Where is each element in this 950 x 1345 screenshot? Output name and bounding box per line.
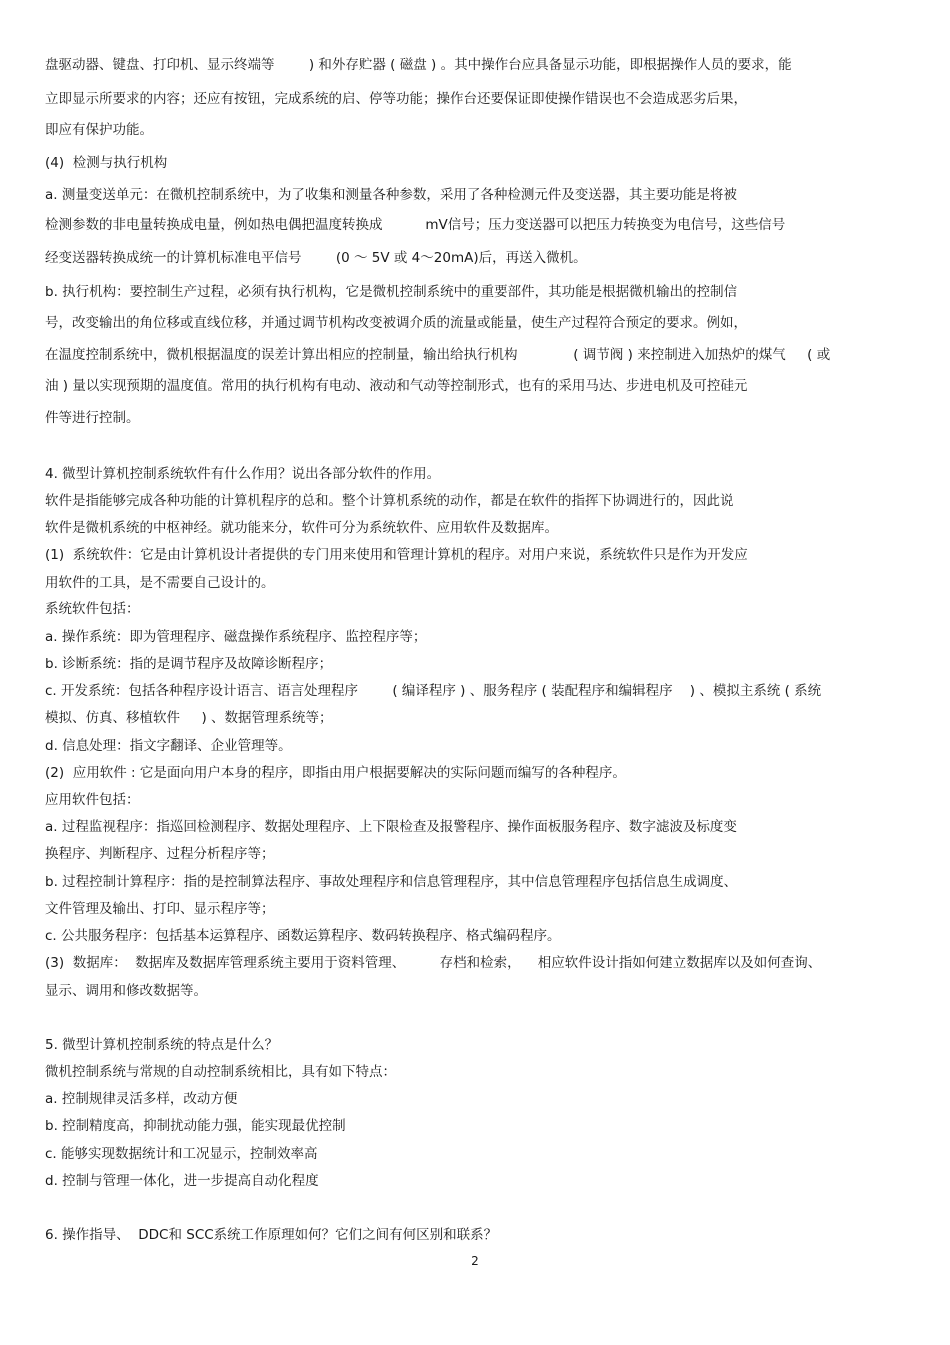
text-line: (1) 系统软件：它是由计算机设计者提供的专门用来使用和管理计算机的程序。对用户来说，系统软件只是作为开发应 [45,547,748,563]
text-line: (3) 数据库： 数据库及数据库管理系统主要用于资料管理、 存档和检索， 相应软件设计指如何建立数据库以及如何查询、 [45,955,822,971]
text-line: d. 信息处理：指文字翻译、企业管理等。 [45,738,292,754]
text-line: 经变送器转换成统一的计算机标准电平信号 (0 ～ 5V 或 4～20mA)后，再送入微机。 [45,250,587,266]
text-line: 件等进行控制。 [45,410,140,426]
text-line: b. 诊断系统：指的是调节程序及故障诊断程序； [45,656,333,672]
text-line: c. 公共服务程序：包括基本运算程序、函数运算程序、数码转换程序、格式编码程序。 [45,928,561,944]
text-line: 即应有保护功能。 [45,122,153,138]
text-line: 在温度控制系统中，微机根据温度的误差计算出相应的控制量，输出给执行机构 ( 调节阀 ) 来控制进入加热炉的煤气 ( 或 [45,347,831,363]
text-line: c. 开发系统：包括各种程序设计语言、语言处理程序 ( 编译程序 ) 、服务程序 ( 装配程序和编辑程序 ) 、模拟主系统 ( 系统 [45,683,822,699]
question-heading: 6. 操作指导、 DDC和 SCC系统工作原理如何？它们之间有何区别和联系？ [45,1227,498,1243]
text-line: (2) 应用软件 : 它是面向用户本身的程序，即指由用户根据要解决的实际问题而编写的各种程序。 [45,765,626,781]
section-heading: (4) 检测与执行机构 [45,155,168,171]
text-line: 软件是微机系统的中枢神经。就功能来分，软件可分为系统软件、应用软件及数据库。 [45,520,558,536]
list-item: d. 控制与管理一体化，进一步提高自动化程度 [45,1173,319,1189]
text-line: a. 操作系统：即为管理程序、磁盘操作系统程序、监控程序等； [45,629,427,645]
list-item: c. 能够实现数据统计和工况显示，控制效率高 [45,1146,318,1162]
list-item: b. 控制精度高，抑制扰动能力强，能实现最优控制 [45,1118,346,1134]
text-line: a. 测量变送单元：在微机控制系统中，为了收集和测量各种参数，采用了各种检测元件及变送器，其主要功能是将被 [45,187,737,203]
text-line: 微机控制系统与常规的自动控制系统相比，具有如下特点： [45,1064,396,1080]
text-line: a. 过程监视程序：指巡回检测程序、数据处理程序、上下限检查及报警程序、操作面板服务程序、数字滤波及标度变 [45,819,737,835]
text-line: 用软件的工具，是不需要自己设计的。 [45,575,275,591]
text-line: 软件是指能够完成各种功能的计算机程序的总和。整个计算机系统的动作，都是在软件的指挥下协调进行的，因此说 [45,493,734,509]
text-line: 应用软件包括： [45,792,140,808]
text-line: 显示、调用和修改数据等。 [45,983,207,999]
text-line: 系统软件包括： [45,601,140,617]
text-line: 模拟、仿真、移植软件 ) 、数据管理系统等； [45,710,333,726]
page-number: 2 [471,1254,479,1268]
question-heading: 4. 微型计算机控制系统软件有什么作用？说出各部分软件的作用。 [45,466,441,482]
text-line: b. 执行机构：要控制生产过程，必须有执行机构，它是微机控制系统中的重要部件，其功能是根据微机输出的控制信 [45,284,738,300]
text-line: 盘驱动器、键盘、打印机、显示终端等 ) 和外存贮器 ( 磁盘 ) 。其中操作台应具备显示功能，即根据操作人员的要求，能 [45,57,792,73]
text-line: 号，改变输出的角位移或直线位移，并通过调节机构改变被调介质的流量或能量，使生产过程符合预定的要求。例如， [45,315,747,331]
text-line: 油 ) 量以实现预期的温度值。常用的执行机构有电动、液动和气动等控制形式，也有的采用马达、步进电机及可控硅元 [45,378,748,394]
text-line: 检测参数的非电量转换成电量，例如热电偶把温度转换成 mV信号；压力变送器可以把压力转换变为电信号，这些信号 [45,217,786,233]
list-item: a. 控制规律灵活多样，改动方便 [45,1091,238,1107]
text-line: 立即显示所要求的内容；还应有按钮，完成系统的启、停等功能；操作台还要保证即使操作错误也不会造成恶劣后果， [45,91,747,107]
text-line: b. 过程控制计算程序：指的是控制算法程序、事故处理程序和信息管理程序，其中信息管理程序包括信息生成调度、 [45,874,738,890]
question-heading: 5. 微型计算机控制系统的特点是什么？ [45,1037,279,1053]
text-line: 文件管理及输出、打印、显示程序等； [45,901,275,917]
text-line: 换程序、判断程序、过程分析程序等； [45,846,275,862]
